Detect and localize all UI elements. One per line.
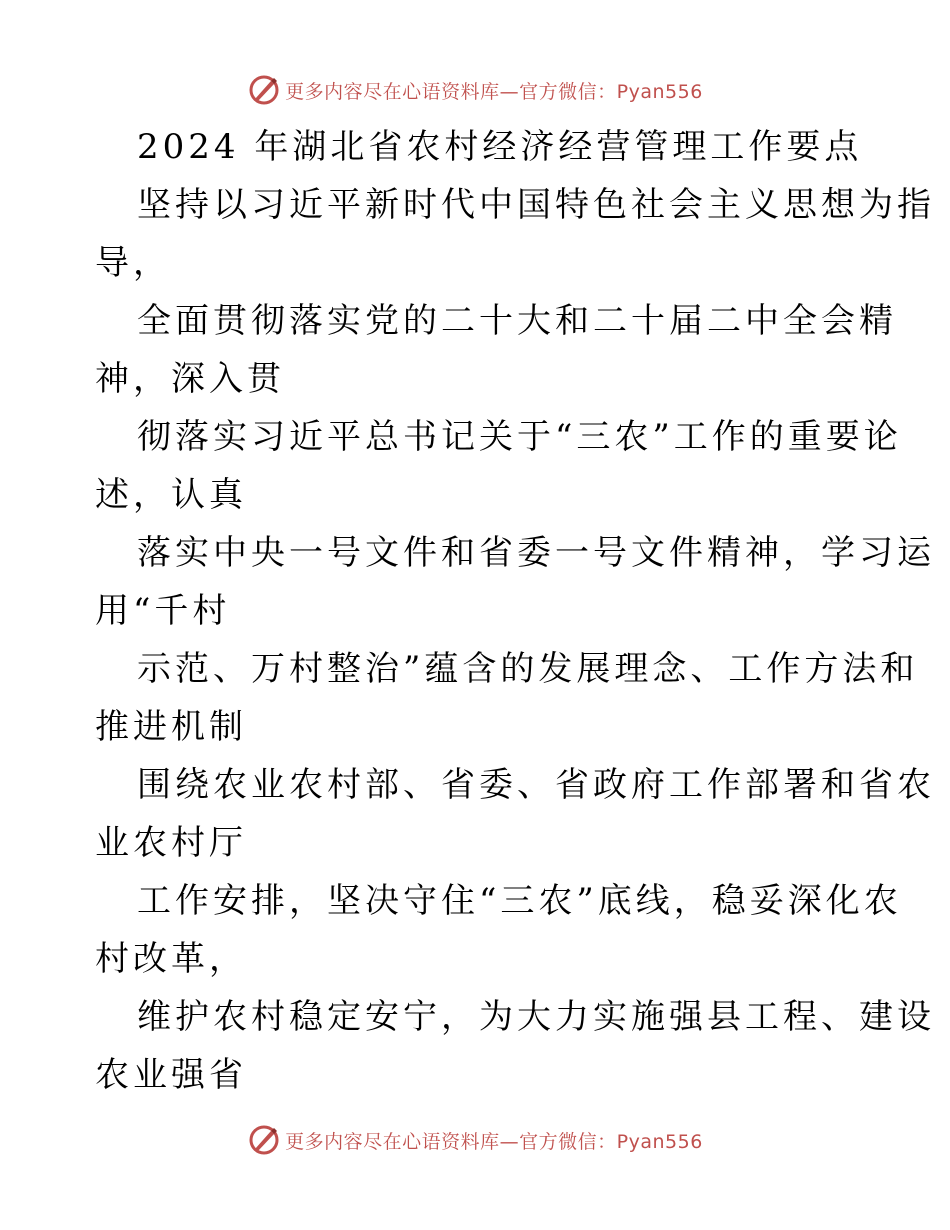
document-body [95, 118, 935, 1104]
doc-line: 述，认真 [95, 475, 247, 515]
doc-line: 围绕农业农村部、省委、省政府工作部署和省农 [137, 765, 935, 805]
doc-line: 神，深入贯 [95, 359, 285, 399]
doc-line: 落实中央一号文件和省委一号文件精神，学习运 [137, 533, 935, 573]
watermark-footer [0, 1120, 950, 1160]
doc-line: 农业强省 [95, 1055, 247, 1095]
doc-line: 工作安排，坚决守住“三农”底线，稳妥深化农 [137, 881, 902, 921]
doc-line: 全面贯彻落实党的二十大和二十届二中全会精 [137, 301, 897, 341]
watermark-text: 更多内容尽在心语资料库—官方微信：Pyan556 [285, 80, 703, 103]
watermark-text: 更多内容尽在心语资料库—官方微信：Pyan556 [285, 1130, 703, 1153]
pen-logo-icon [247, 73, 281, 107]
doc-line: 村改革， [95, 939, 247, 979]
doc-line: 维护农村稳定安宁，为大力实施强县工程、建设 [137, 997, 935, 1037]
doc-line: 示范、万村整治”蕴含的发展理念、工作方法和 [137, 649, 919, 689]
doc-line: 彻落实习近平总书记关于“三农”工作的重要论 [137, 417, 902, 457]
doc-line: 坚持以习近平新时代中国特色社会主义思想为指 [137, 185, 935, 225]
doc-line: 2024 年湖北省农村经济经营管理工作要点 [137, 127, 863, 167]
doc-line: 导， [95, 243, 171, 283]
watermark-header [0, 70, 950, 110]
doc-line: 推进机制 [95, 707, 247, 747]
pen-logo-icon [247, 1123, 281, 1157]
doc-line: 业农村厅 [95, 823, 247, 863]
doc-line: 用“千村 [95, 591, 231, 631]
